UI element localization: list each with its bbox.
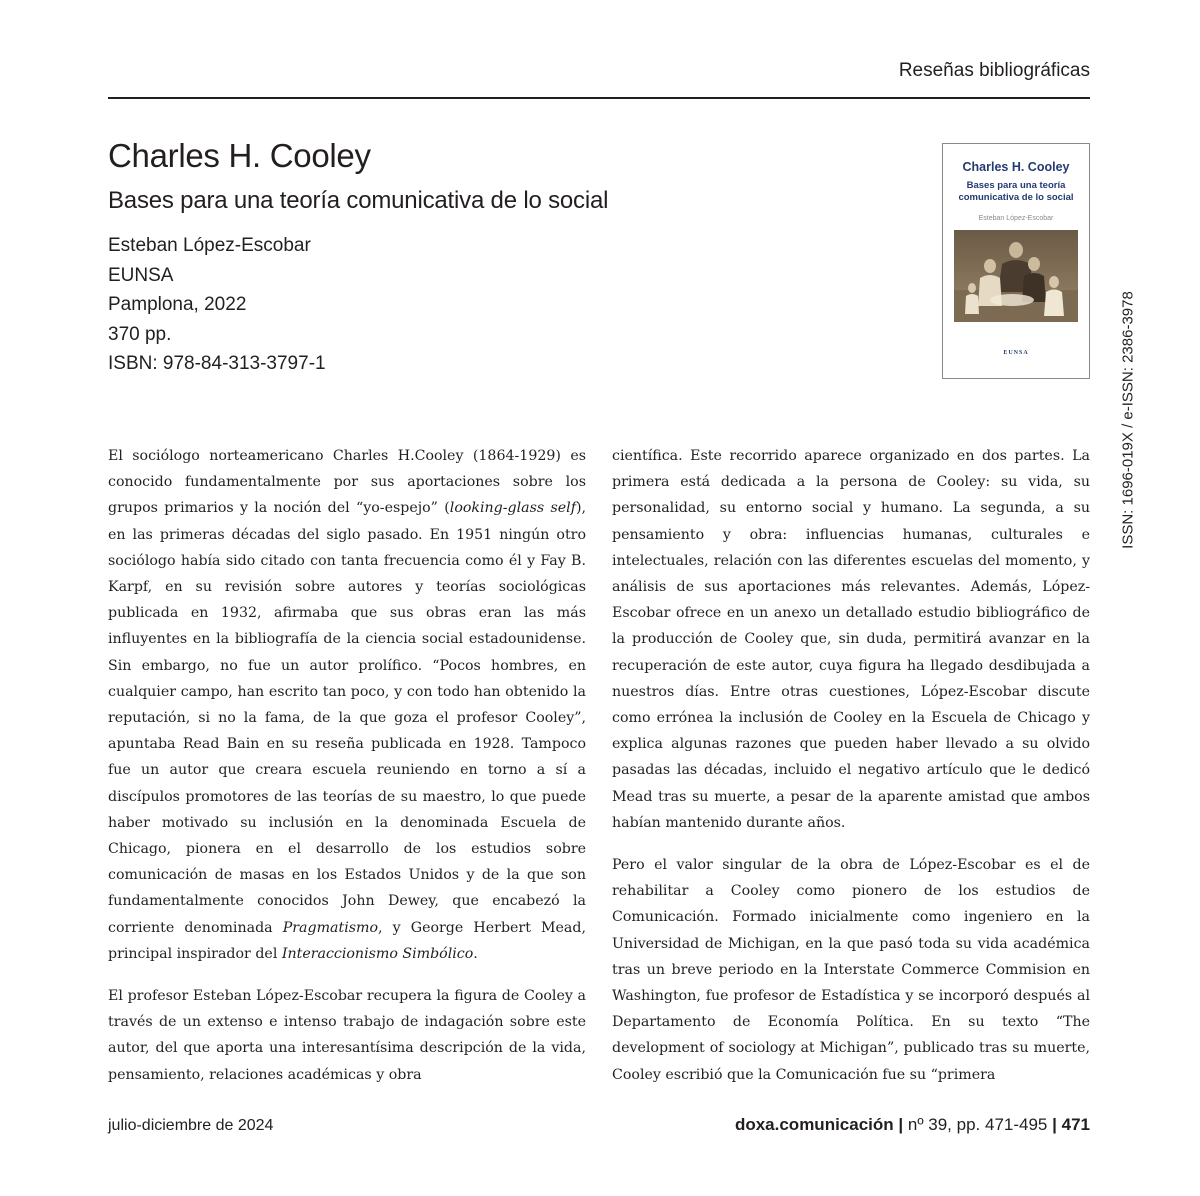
cover-subtitle-line2: comunicativa de lo social: [958, 192, 1074, 203]
issn-side-label: ISSN: 1696-019X / e-ISSN: 2386-3978: [1119, 291, 1137, 549]
paragraph: Pero el valor singular de la obra de López-Escobar es el de rehabilitar a Cooley como pionero de los estudios de Comunicación. Formado inicialmente como ingeniero en la Universidad de Michigan, en la que pasó toda su vida académica tras un breve periodo en la Interstate Commerce Commision en Washington, fue profesor de Estadística y se incorporó después al Departamento de Economía Política. En su texto “The development of sociology at Michigan”, publicado tras su muerte, Cooley escribió que la Comunicación fue su “primera: [612, 857, 1090, 1083]
text-column-left: [108, 443, 586, 1104]
cover-title: Charles H. Cooley: [962, 160, 1070, 174]
book-isbn: ISBN: 978-84-313-3797-1: [108, 353, 326, 374]
book-author: Esteban López-Escobar: [108, 235, 311, 256]
cover-subtitle: [943, 180, 1089, 204]
page-number: 471: [1061, 1115, 1090, 1134]
book-title: Charles H. Cooley: [108, 137, 371, 174]
book-pages: 370 pp.: [108, 323, 172, 345]
section-label: Reseñas bibliográficas: [898, 60, 1090, 81]
book-cover: [942, 143, 1090, 379]
cover-author: Esteban López-Escobar: [978, 215, 1054, 222]
cover-family-photo: [954, 230, 1078, 322]
paragraph: científica. Este recorrido aparece organizado en dos partes. La primera está dedicada a la persona de Cooley: su vida, su personalidad, su entorno social y humano. La segunda, a su pensamiento y obra: influencias humanas, culturales e intelectuales, relación con las diferentes escuelas del momento, y análisis de sus aportaciones más relevantes. Además, López-Escobar ofrece en un anexo un detallado estudio bibliográfico de la producción de Cooley que, sin duda, permitirá avanzar en la recuperación de este autor, cuya figura ha llegado desdibujada a nuestros días. Entre otras cuestiones, López-Escobar discute como errónea la inclusión de Cooley en la Escuela de Chicago y explica algunas razones que pueden haber llevado a su olvido pasadas las décadas, incluido el negativo artículo que le dedicó Mead tras su muerte, a pesar de la aparente amistad que ambos habían mantenido durante años.: [612, 448, 1090, 831]
footer-journal-info: [735, 1115, 1090, 1135]
book-subtitle: Bases para una teoría comunicativa de lo social: [108, 187, 609, 214]
issue-info: nº 39, pp. 471-495: [907, 1115, 1048, 1134]
footer-separator: |: [1052, 1115, 1057, 1134]
cover-subtitle-line1: Bases para una teoría: [966, 180, 1066, 191]
book-place-year: Pamplona, 2022: [108, 294, 247, 315]
book-publisher: EUNSA: [108, 264, 174, 286]
header-rule: [108, 97, 1090, 99]
paragraph: El sociólogo norteamericano Charles H.Cooley (1864-1929) es conocido fundamentalmente por sus aportaciones sobre los grupos primarios y la noción del “yo-espejo” (looking-glass self), en las primeras décadas del siglo pasado. En 1951 ningún otro sociólogo había sido citado con tanta frecuencia como él y Fay B. Karpf, en su revisión sobre autores y teorías sociológicas publicada en 1932, afirmaba que sus obras eran las más influyentes en la bibliografía de la ciencia social estadounidense. Sin embargo, no fue un autor prolífico. “Pocos hombres, en cualquier campo, han escrito tan poco, y con todo han obtenido la reputación, si no la fama, de la que goza el profesor Cooley”, apuntaba Read Bain en su reseña publicada en 1928. Tampoco fue un autor que creara escuela reuniendo en torno a sí a discípulos promotores de las teorías de su maestro, lo que puede haber motivado su inclusión en la denominada Escuela de Chicago, pionera en el desarrollo de los estudios sobre comunicación de masas en los Estados Unidos y de la que son fundamentalmente conocidos John Dewey, que encabezó la corriente denominada Pragmatismo, y George Herbert Mead, principal inspirador del Interaccionismo Simbólico.: [108, 448, 586, 962]
footer-date: julio-diciembre de 2024: [108, 1117, 274, 1134]
footer-separator: |: [898, 1115, 904, 1134]
book-meta: [108, 231, 326, 379]
journal-name: doxa.comunicación: [734, 1115, 894, 1134]
text-column-right: [612, 443, 1090, 1104]
cover-publisher-logo: EUNSA: [1003, 350, 1029, 356]
paragraph: El profesor Esteban López-Escobar recupera la figura de Cooley a través de un extenso e intenso trabajo de indagación sobre este autor, del que aporta una interesantísima descripción de la vida, pensamiento, relaciones académicas y obra: [108, 988, 586, 1083]
